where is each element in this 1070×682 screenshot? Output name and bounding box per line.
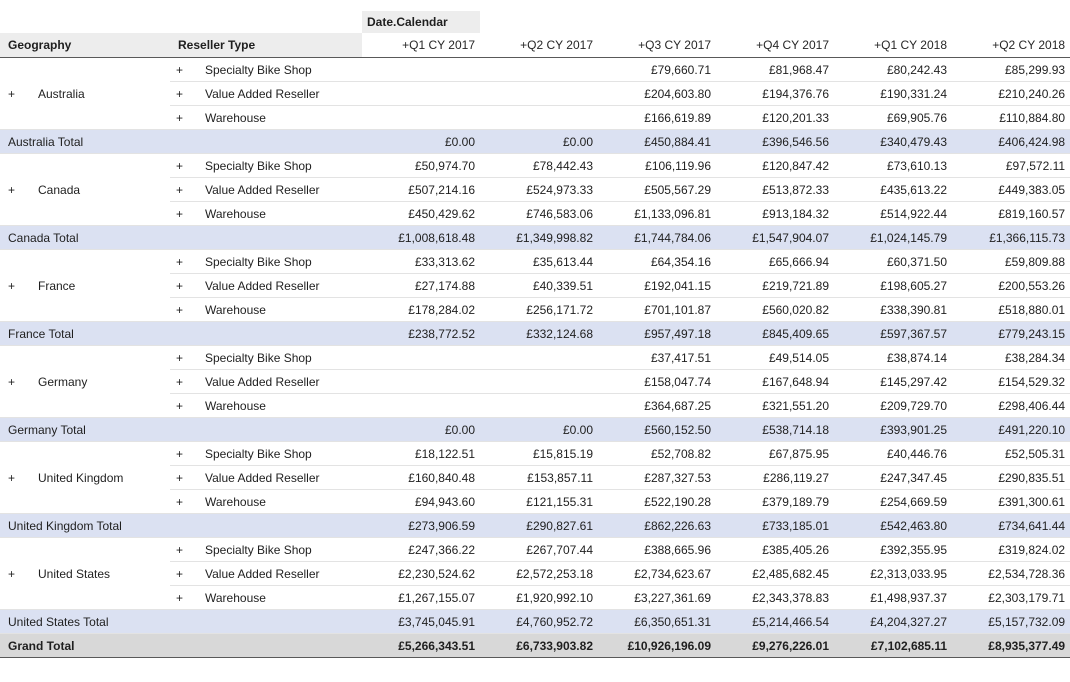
value-cell: £513,872.33 [716, 178, 834, 202]
reseller-type-expand-icon[interactable]: + [176, 302, 184, 317]
value-cell: £40,446.76 [834, 442, 952, 466]
subtotal-label: Australia Total [0, 130, 362, 154]
reseller-type-label: Value Added Reseller [205, 182, 320, 197]
value-cell: £153,857.11 [480, 466, 598, 490]
value-cell [362, 394, 480, 418]
value-cell [480, 82, 598, 106]
value-cell: £73,610.13 [834, 154, 952, 178]
value-cell: £597,367.57 [834, 322, 952, 346]
value-cell: £8,935,377.49 [952, 634, 1070, 658]
value-cell: £388,665.96 [598, 538, 716, 562]
reseller-type-expand-icon[interactable]: + [176, 446, 184, 461]
value-cell: £6,350,651.31 [598, 610, 716, 634]
value-cell [362, 106, 480, 130]
value-cell: £406,424.98 [952, 130, 1070, 154]
reseller-type-expand-icon[interactable]: + [176, 374, 184, 389]
value-cell: £273,906.59 [362, 514, 480, 538]
value-cell: £247,366.22 [362, 538, 480, 562]
value-cell: £3,227,361.69 [598, 586, 716, 610]
value-cell: £256,171.72 [480, 298, 598, 322]
reseller-type-cell [170, 466, 362, 490]
data-row [0, 58, 1070, 82]
value-cell: £1,024,145.79 [834, 226, 952, 250]
value-cell: £340,479.43 [834, 130, 952, 154]
reseller-type-cell [170, 178, 362, 202]
reseller-type-field-header: Reseller Type [170, 33, 362, 58]
reseller-type-cell [170, 346, 362, 370]
value-cell [480, 370, 598, 394]
value-cell: £60,371.50 [834, 250, 952, 274]
value-cell: £85,299.93 [952, 58, 1070, 82]
value-cell: £514,922.44 [834, 202, 952, 226]
value-cell: £7,102,685.11 [834, 634, 952, 658]
value-cell [362, 58, 480, 82]
value-cell [362, 346, 480, 370]
value-cell: £5,266,343.51 [362, 634, 480, 658]
reseller-type-expand-icon[interactable]: + [176, 62, 184, 77]
value-cell: £178,284.02 [362, 298, 480, 322]
reseller-type-cell [170, 82, 362, 106]
value-cell: £194,376.76 [716, 82, 834, 106]
column-header[interactable]: +Q1 CY 2017 [362, 33, 480, 58]
subtotal-row [0, 322, 1070, 346]
geography-cell [0, 538, 170, 610]
value-cell: £5,214,466.54 [716, 610, 834, 634]
data-row [0, 154, 1070, 178]
value-cell: £518,880.01 [952, 298, 1070, 322]
value-cell: £957,497.18 [598, 322, 716, 346]
geography-label: United Kingdom [38, 470, 124, 485]
reseller-type-cell [170, 58, 362, 82]
geography-label: United States [38, 566, 111, 581]
reseller-type-label: Value Added Reseller [205, 470, 320, 485]
value-cell: £435,613.22 [834, 178, 952, 202]
value-cell: £319,824.02 [952, 538, 1070, 562]
date-calendar-field-label: Date.Calendar [362, 11, 480, 33]
value-cell: £701,101.87 [598, 298, 716, 322]
value-cell: £286,119.27 [716, 466, 834, 490]
reseller-type-expand-icon[interactable]: + [176, 254, 184, 269]
value-cell: £167,648.94 [716, 370, 834, 394]
value-cell [480, 106, 598, 130]
value-cell: £746,583.06 [480, 202, 598, 226]
reseller-type-cell [170, 274, 362, 298]
value-cell: £5,157,732.09 [952, 610, 1070, 634]
value-cell: £49,514.05 [716, 346, 834, 370]
value-cell: £0.00 [480, 130, 598, 154]
value-cell: £154,529.32 [952, 370, 1070, 394]
geography-expand-icon[interactable]: + [8, 86, 16, 101]
value-cell: £204,603.80 [598, 82, 716, 106]
value-cell: £1,547,904.07 [716, 226, 834, 250]
geography-label: Canada [38, 182, 81, 197]
value-cell: £0.00 [480, 418, 598, 442]
value-cell [480, 58, 598, 82]
value-cell: £396,546.56 [716, 130, 834, 154]
value-cell: £1,498,937.37 [834, 586, 952, 610]
grand-total-row [0, 634, 1070, 658]
value-cell: £392,355.95 [834, 538, 952, 562]
corner-blank [0, 11, 362, 33]
reseller-type-cell [170, 394, 362, 418]
value-cell: £52,708.82 [598, 442, 716, 466]
value-cell: £238,772.52 [362, 322, 480, 346]
value-cell: £819,160.57 [952, 202, 1070, 226]
reseller-type-cell [170, 154, 362, 178]
value-cell: £298,406.44 [952, 394, 1070, 418]
reseller-type-label: Warehouse [205, 302, 266, 317]
value-cell: £522,190.28 [598, 490, 716, 514]
value-cell: £78,442.43 [480, 154, 598, 178]
reseller-type-expand-icon[interactable]: + [176, 398, 184, 413]
value-cell: £2,734,623.67 [598, 562, 716, 586]
reseller-type-label: Specialty Bike Shop [205, 542, 312, 557]
geography-field-header: Geography [0, 33, 170, 58]
value-cell: £4,760,952.72 [480, 610, 598, 634]
reseller-type-cell [170, 106, 362, 130]
value-cell: £18,122.51 [362, 442, 480, 466]
geography-label: Australia [38, 86, 85, 101]
value-cell: £247,347.45 [834, 466, 952, 490]
corner-blank-right [480, 11, 1070, 33]
geography-expand-icon[interactable]: + [8, 566, 16, 581]
reseller-type-cell [170, 562, 362, 586]
reseller-type-expand-icon[interactable]: + [176, 494, 184, 509]
reseller-type-label: Specialty Bike Shop [205, 254, 312, 269]
reseller-type-cell [170, 298, 362, 322]
value-cell: £0.00 [362, 130, 480, 154]
data-row [0, 250, 1070, 274]
value-cell: £734,641.44 [952, 514, 1070, 538]
value-cell: £524,973.33 [480, 178, 598, 202]
subtotal-label: United Kingdom Total [0, 514, 362, 538]
value-cell [480, 394, 598, 418]
value-cell: £158,047.74 [598, 370, 716, 394]
reseller-type-label: Warehouse [205, 110, 266, 125]
value-cell: £38,874.14 [834, 346, 952, 370]
value-cell: £332,124.68 [480, 322, 598, 346]
geography-cell [0, 58, 170, 130]
reseller-type-expand-icon[interactable]: + [176, 350, 184, 365]
value-cell: £33,313.62 [362, 250, 480, 274]
reseller-type-label: Specialty Bike Shop [205, 350, 312, 365]
value-cell: £733,185.01 [716, 514, 834, 538]
value-cell: £64,354.16 [598, 250, 716, 274]
subtotal-row [0, 226, 1070, 250]
geography-expand-icon[interactable]: + [8, 278, 16, 293]
value-cell: £37,417.51 [598, 346, 716, 370]
geography-expand-icon[interactable]: + [8, 182, 16, 197]
value-cell: £209,729.70 [834, 394, 952, 418]
reseller-type-label: Value Added Reseller [205, 278, 320, 293]
value-cell: £65,666.94 [716, 250, 834, 274]
header-row [0, 33, 1070, 58]
value-cell: £97,572.11 [952, 154, 1070, 178]
value-cell: £845,409.65 [716, 322, 834, 346]
value-cell: £267,707.44 [480, 538, 598, 562]
reseller-type-cell [170, 202, 362, 226]
value-cell: £287,327.53 [598, 466, 716, 490]
value-cell: £2,303,179.71 [952, 586, 1070, 610]
reseller-type-label: Specialty Bike Shop [205, 62, 312, 77]
value-cell: £1,008,618.48 [362, 226, 480, 250]
value-cell: £542,463.80 [834, 514, 952, 538]
reseller-type-expand-icon[interactable]: + [176, 86, 184, 101]
value-cell: £4,204,327.27 [834, 610, 952, 634]
subtotal-label: United States Total [0, 610, 362, 634]
value-cell: £40,339.51 [480, 274, 598, 298]
value-cell: £79,660.71 [598, 58, 716, 82]
grand-total-label: Grand Total [0, 634, 362, 658]
reseller-type-label: Value Added Reseller [205, 374, 320, 389]
value-cell: £160,840.48 [362, 466, 480, 490]
reseller-type-label: Value Added Reseller [205, 86, 320, 101]
geography-cell [0, 250, 170, 322]
value-cell: £2,534,728.36 [952, 562, 1070, 586]
value-cell: £338,390.81 [834, 298, 952, 322]
value-cell: £450,429.62 [362, 202, 480, 226]
value-cell: £6,733,903.82 [480, 634, 598, 658]
value-cell: £219,721.89 [716, 274, 834, 298]
value-cell: £2,230,524.62 [362, 562, 480, 586]
reseller-type-cell [170, 370, 362, 394]
value-cell [480, 346, 598, 370]
subtotal-row [0, 610, 1070, 634]
subtotal-row [0, 514, 1070, 538]
value-cell: £1,267,155.07 [362, 586, 480, 610]
reseller-type-cell [170, 250, 362, 274]
reseller-type-expand-icon[interactable]: + [176, 110, 184, 125]
data-row [0, 538, 1070, 562]
value-cell: £9,276,226.01 [716, 634, 834, 658]
geography-cell [0, 346, 170, 418]
reseller-type-cell [170, 538, 362, 562]
value-cell: £2,343,378.83 [716, 586, 834, 610]
value-cell: £198,605.27 [834, 274, 952, 298]
value-cell: £35,613.44 [480, 250, 598, 274]
value-cell [362, 82, 480, 106]
geography-cell [0, 154, 170, 226]
reseller-type-expand-icon[interactable]: + [176, 470, 184, 485]
value-cell: £538,714.18 [716, 418, 834, 442]
reseller-type-expand-icon[interactable]: + [176, 158, 184, 173]
geography-label: Germany [38, 374, 88, 389]
value-cell: £2,485,682.45 [716, 562, 834, 586]
value-cell: £391,300.61 [952, 490, 1070, 514]
reseller-type-label: Value Added Reseller [205, 566, 320, 581]
data-row [0, 346, 1070, 370]
value-cell: £3,745,045.91 [362, 610, 480, 634]
value-cell: £1,133,096.81 [598, 202, 716, 226]
value-cell: £505,567.29 [598, 178, 716, 202]
reseller-type-label: Warehouse [205, 398, 266, 413]
value-cell: £2,572,253.18 [480, 562, 598, 586]
reseller-type-cell [170, 586, 362, 610]
value-cell: £1,920,992.10 [480, 586, 598, 610]
column-header[interactable]: +Q2 CY 2018 [952, 33, 1070, 58]
value-cell: £67,875.95 [716, 442, 834, 466]
reseller-type-expand-icon[interactable]: + [176, 206, 184, 221]
reseller-type-label: Warehouse [205, 206, 266, 221]
value-cell: £121,155.31 [480, 490, 598, 514]
value-cell: £1,366,115.73 [952, 226, 1070, 250]
value-cell: £106,119.96 [598, 154, 716, 178]
value-cell: £192,041.15 [598, 274, 716, 298]
value-cell: £52,505.31 [952, 442, 1070, 466]
value-cell: £913,184.32 [716, 202, 834, 226]
geography-expand-icon[interactable]: + [8, 374, 16, 389]
value-cell: £69,905.76 [834, 106, 952, 130]
pivot-matrix [0, 11, 1070, 658]
reseller-type-cell [170, 442, 362, 466]
column-field-row [0, 11, 1070, 33]
reseller-type-label: Warehouse [205, 590, 266, 605]
value-cell: £290,835.51 [952, 466, 1070, 490]
value-cell: £491,220.10 [952, 418, 1070, 442]
value-cell: £364,687.25 [598, 394, 716, 418]
value-cell: £393,901.25 [834, 418, 952, 442]
value-cell: £450,884.41 [598, 130, 716, 154]
value-cell: £321,551.20 [716, 394, 834, 418]
value-cell: £81,968.47 [716, 58, 834, 82]
value-cell: £120,201.33 [716, 106, 834, 130]
subtotal-row [0, 130, 1070, 154]
reseller-type-label: Specialty Bike Shop [205, 446, 312, 461]
value-cell: £15,815.19 [480, 442, 598, 466]
value-cell: £779,243.15 [952, 322, 1070, 346]
value-cell: £200,553.26 [952, 274, 1070, 298]
value-cell: £145,297.42 [834, 370, 952, 394]
reseller-type-expand-icon[interactable]: + [176, 566, 184, 581]
reseller-type-expand-icon[interactable]: + [176, 590, 184, 605]
value-cell: £1,349,998.82 [480, 226, 598, 250]
value-cell: £50,974.70 [362, 154, 480, 178]
value-cell: £80,242.43 [834, 58, 952, 82]
value-cell: £38,284.34 [952, 346, 1070, 370]
value-cell: £110,884.80 [952, 106, 1070, 130]
value-cell: £379,189.79 [716, 490, 834, 514]
value-cell: £560,152.50 [598, 418, 716, 442]
value-cell: £59,809.88 [952, 250, 1070, 274]
column-header[interactable]: +Q4 CY 2017 [716, 33, 834, 58]
value-cell: £862,226.63 [598, 514, 716, 538]
value-cell: £120,847.42 [716, 154, 834, 178]
reseller-type-expand-icon[interactable]: + [176, 278, 184, 293]
value-cell: £94,943.60 [362, 490, 480, 514]
reseller-type-expand-icon[interactable]: + [176, 182, 184, 197]
subtotal-label: Canada Total [0, 226, 362, 250]
value-cell: £166,619.89 [598, 106, 716, 130]
value-cell: £210,240.26 [952, 82, 1070, 106]
reseller-type-expand-icon[interactable]: + [176, 542, 184, 557]
geography-cell [0, 442, 170, 514]
geography-expand-icon[interactable]: + [8, 470, 16, 485]
value-cell [362, 370, 480, 394]
reseller-type-label: Warehouse [205, 494, 266, 509]
value-cell: £0.00 [362, 418, 480, 442]
value-cell: £1,744,784.06 [598, 226, 716, 250]
value-cell: £190,331.24 [834, 82, 952, 106]
reseller-type-cell [170, 490, 362, 514]
data-row [0, 442, 1070, 466]
column-header[interactable]: +Q3 CY 2017 [598, 33, 716, 58]
value-cell: £290,827.61 [480, 514, 598, 538]
reseller-type-label: Specialty Bike Shop [205, 158, 312, 173]
subtotal-label: France Total [0, 322, 362, 346]
value-cell: £10,926,196.09 [598, 634, 716, 658]
value-cell: £560,020.82 [716, 298, 834, 322]
column-header[interactable]: +Q1 CY 2018 [834, 33, 952, 58]
subtotal-label: Germany Total [0, 418, 362, 442]
value-cell: £2,313,033.95 [834, 562, 952, 586]
value-cell: £27,174.88 [362, 274, 480, 298]
value-cell: £507,214.16 [362, 178, 480, 202]
column-header[interactable]: +Q2 CY 2017 [480, 33, 598, 58]
value-cell: £449,383.05 [952, 178, 1070, 202]
pivot-table [0, 11, 1070, 658]
value-cell: £385,405.26 [716, 538, 834, 562]
subtotal-row [0, 418, 1070, 442]
value-cell: £254,669.59 [834, 490, 952, 514]
geography-label: France [38, 278, 76, 293]
